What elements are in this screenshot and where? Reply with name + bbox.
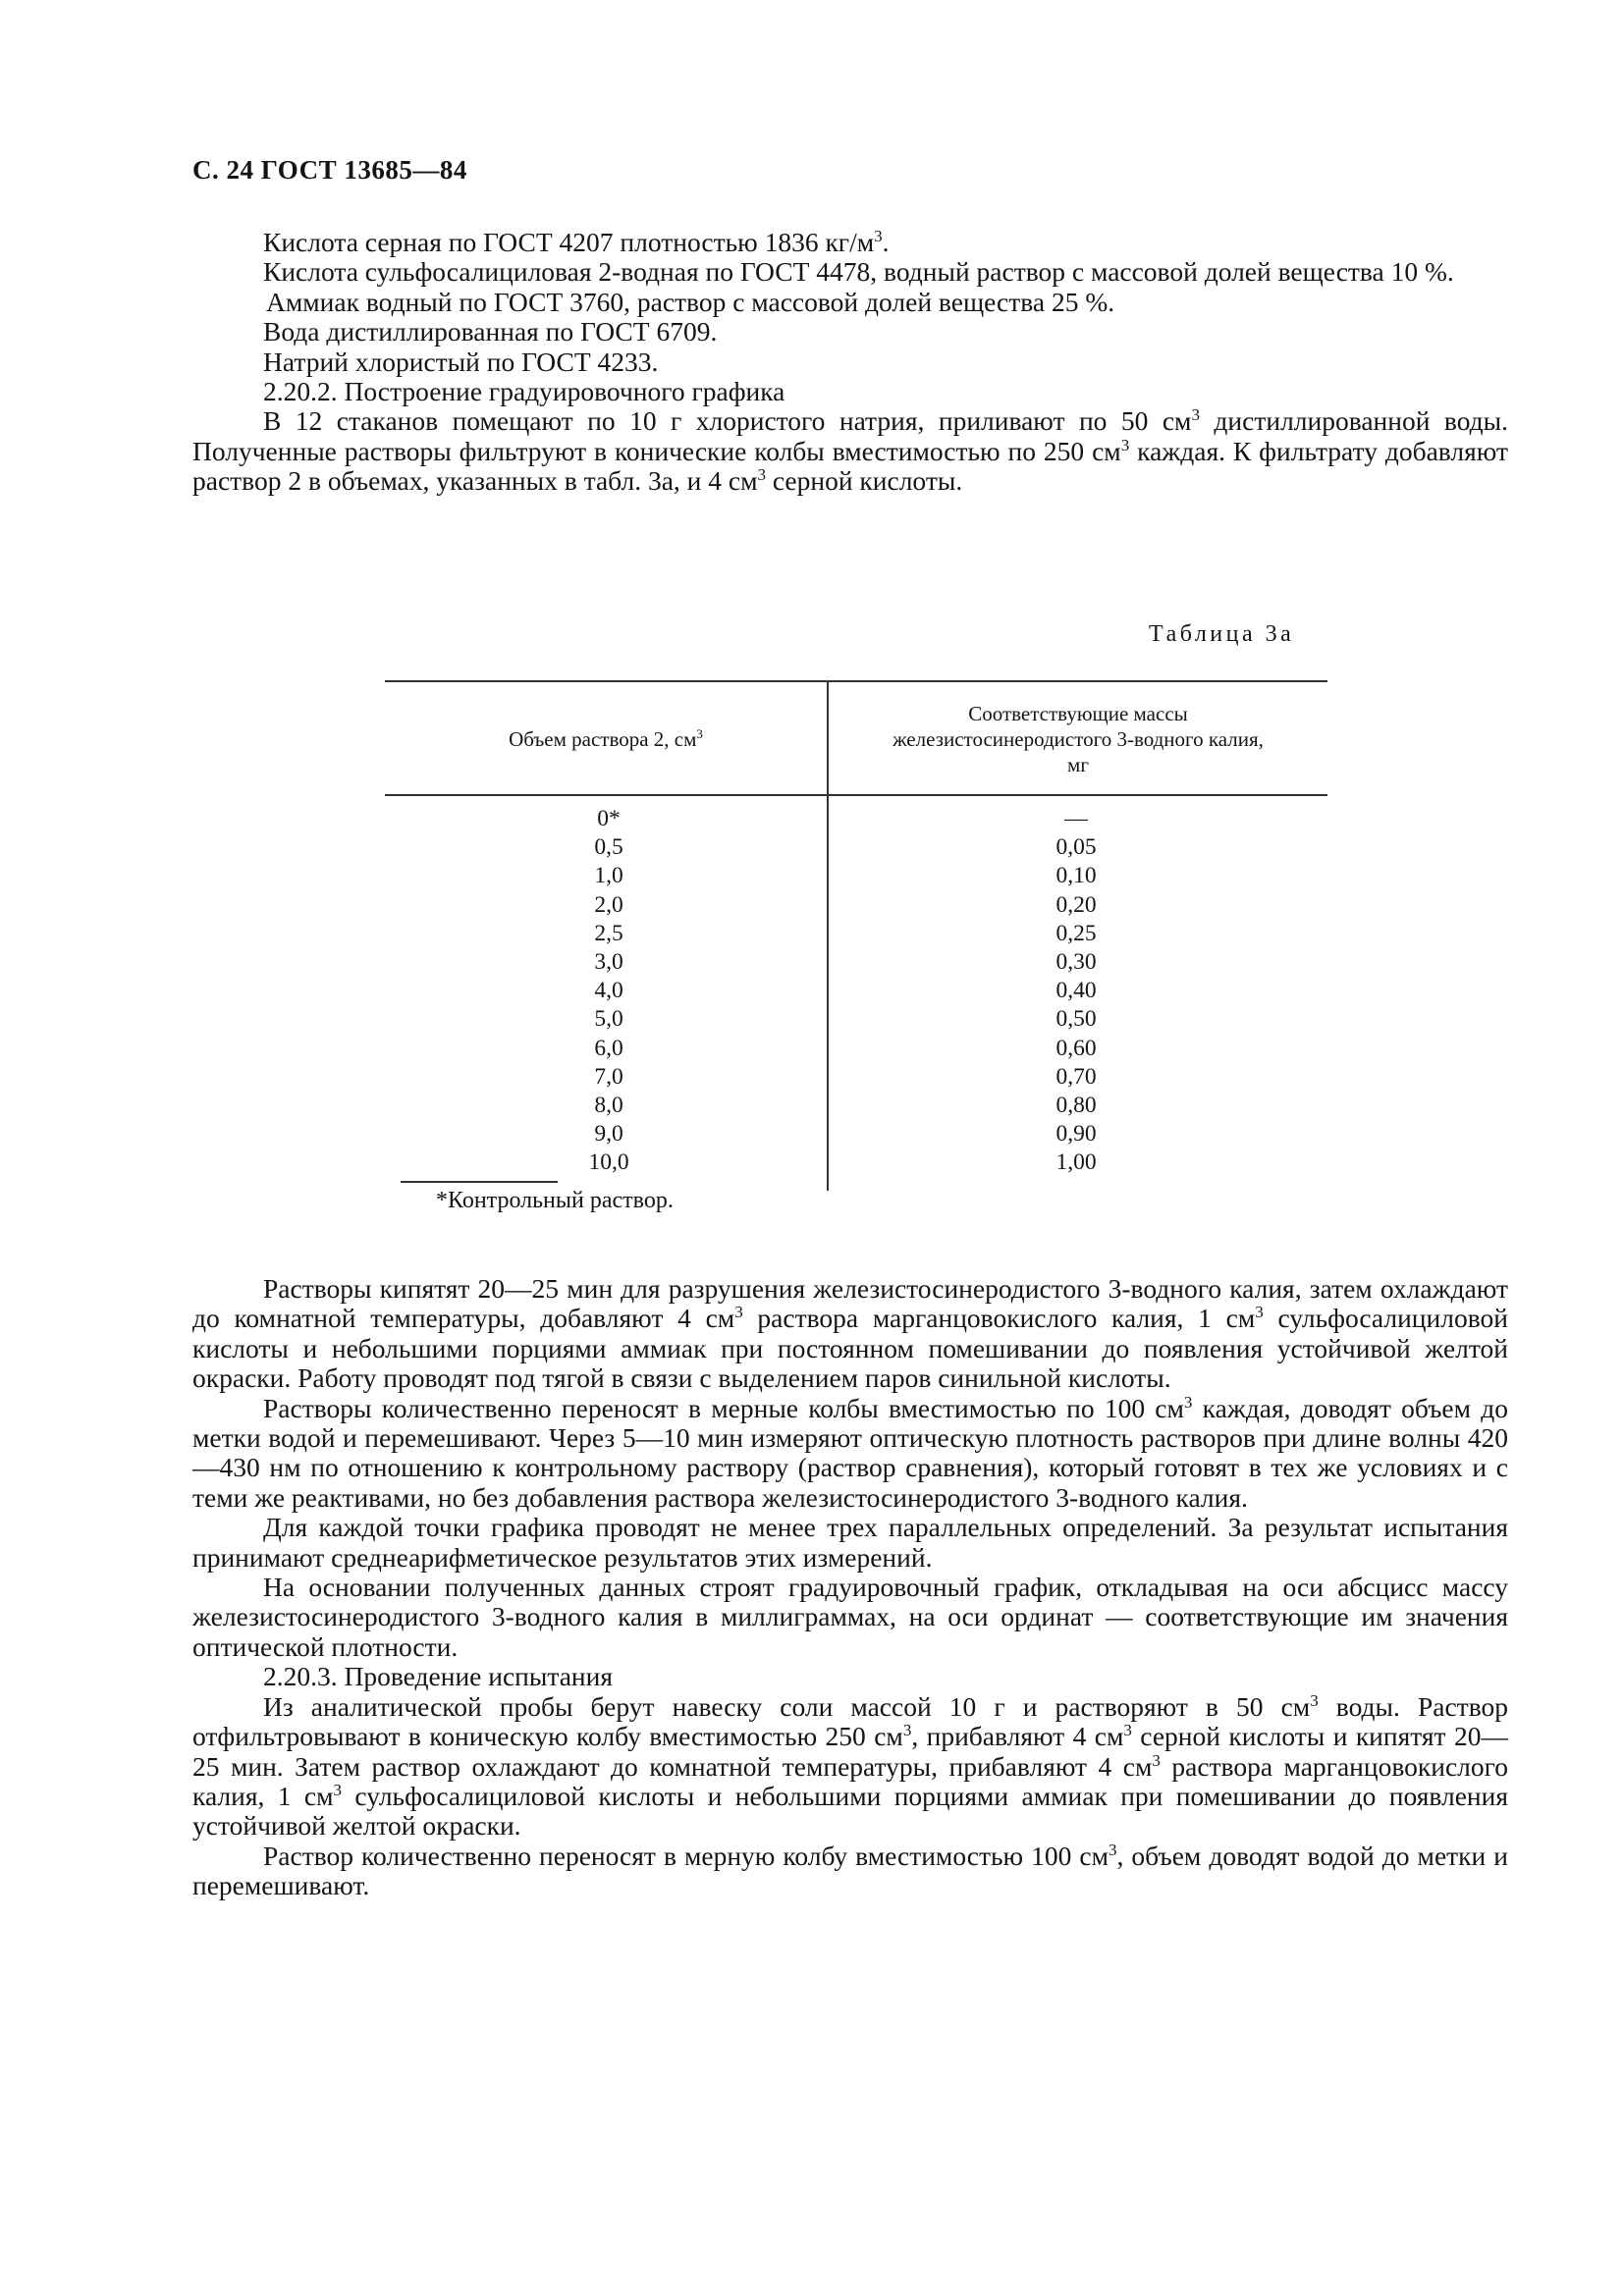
table-footnote: *Контрольный раствор. [436,1188,674,1213]
body-paragraph-boiling: Растворы кипятят 20—25 мин для разрушения железистосинеродистого 3-водного калия, затем охлаждают до комнатной температуры, добавляют 4 $см^3$ раствора марганцовокислого калия, 1 $см^3$ сульфосалициловой кислоты и небольшими порциями аммиак при постоянном помешивании до появления устойчивой желтой окраски. Работу проводят под тягой в связи с выделением паров синильной кислоты. [192,1273,1508,1394]
table-cell-volume: 0* [597,806,621,831]
table-cell-mass: — [1064,806,1088,831]
reagent-sulfosalicylic-acid: Кислота сульфосалициловая 2-водная по ГОСТ 4478, водный раствор с массовой долей вещества 10 %. [263,256,1454,288]
table-header-mass-line1: Соответствующие массы [968,702,1188,725]
table-top-rule [385,680,1327,682]
table-cell-mass: 0,25 [1055,920,1097,946]
table-cell-volume: 5,0 [594,1006,623,1033]
table-cell-volume: 4,0 [594,978,623,1004]
page-header: С. 24 ГОСТ 13685—84 [192,155,467,185]
table-cell-volume: 1,0 [594,863,623,889]
table-cell-mass: 0,20 [1055,891,1097,918]
table-cell-volume: 2,5 [594,920,623,946]
reagent-sulfuric-acid: Кислота серная по ГОСТ 4207 плотностью 1836 $кг/м^3$. [263,226,890,257]
table-cell-volume: 8,0 [594,1092,623,1118]
body-paragraph-transfer: Растворы количественно переносят в мерные колбы вместимостью по 100 $см^3$ каждая, доводят объем до метки водой и перемешивают. Через 5—10 мин измеряют оптическую плотность растворов при длине волны 420—430 нм по отношению к контрольному раствору (раствор сравнения), который готовят в тех же условиях и с теми же реактивами, но без добавления раствора железистосинеродистого 3-водного калия. [192,1392,1509,1513]
table-cell-mass: 0,80 [1055,1092,1097,1118]
table-header-mass-line3: мг [1067,753,1089,776]
table-cell-volume: 3,0 [594,948,623,975]
body-paragraph-parallel: Для каждой точки графика проводят не менее трех параллельных определений. За результат испытания принимают среднеарифметическое результатов этих измерений. [192,1512,1508,1573]
table-cell-mass: 0,50 [1055,1006,1097,1033]
reagent-ammonia: Аммиак водный по ГОСТ 3760, раствор с массовой долей вещества 25 %. [266,286,1115,317]
reagents-block [192,228,1508,497]
reagent-sodium-chloride: Натрий хлористый по ГОСТ 4233. [263,346,659,377]
table-cell-mass: 0,05 [1055,834,1097,861]
table-cell-mass: 0,10 [1055,863,1097,889]
table-cell-volume: 2,0 [594,891,623,918]
table-cell-mass: 0,60 [1055,1035,1097,1061]
body-paragraph-final: Раствор количественно переносят в мерную колбу вместимостью 100 $см^3$, объем доводят водой до метки и перемешивают. [192,1840,1508,1901]
body-block [192,1274,1508,1901]
table-cell-mass: 0,40 [1055,978,1097,1004]
body-paragraph-test: Из аналитической пробы берут навеску соли массой 10 г и растворяют в 50 $см^3$ воды. Раствор отфильтровывают в коническую колбу вместимостью 250 $см^3$, прибавляют 4 $см^3$ серной кислоты и кипятят 20—25 мин. Затем раствор охлаждают до комнатной температуры, прибавляют 4 $см^3$ раствора марганцовокислого калия, 1 $см^3$ сульфосалициловой кислоты и небольшими порциями аммиак при помешивании до появления устойчивой желтой окраски. [192,1690,1508,1842]
table-cell-mass: 0,90 [1055,1121,1097,1148]
table-volume-column [511,805,707,1177]
table-header-rule [385,794,1327,796]
table-header-mass [829,701,1327,777]
reagent-water: Вода дистиллированная по ГОСТ 6709. [263,316,718,347]
table-cell-volume: 6,0 [594,1035,623,1061]
table-mass-column [978,805,1174,1177]
body-paragraph-graph: На основании полученных данных строят градуировочный график, откладывая на оси абсцисс массу железистосинеродистого 3-водного калия в миллиграммах, на оси ординат — соответствующие им значения оптической плотности. [192,1572,1508,1662]
table-cell-volume: 0,5 [594,834,623,861]
section-heading-2-20-3: 2.20.3. Проведение испытания [263,1661,613,1692]
procedure-paragraph: В 12 стаканов помещают по 10 г хлористого натрия, приливают по 50 $см^3$ дистиллированной воды. Полученные растворы фильтруют в конические колбы вместимостью по 250 $см^3$ каждая. К фильтрату добавляют раствор 2 в объемах, указанных в табл. 3а, и 4 $см^3$ серной кислоты. [192,405,1509,497]
section-heading-2-20-2: 2.20.2. Построение градуировочного графика [263,376,785,407]
table-cell-mass: 0,30 [1055,948,1097,975]
table-cell-mass: 1,00 [1055,1149,1097,1176]
table-cell-volume: 9,0 [594,1121,623,1148]
table-caption: Таблица 3а [1149,621,1295,647]
footnote-rule [401,1181,558,1183]
table-cell-volume: 7,0 [594,1063,623,1090]
table-cell-mass: 0,70 [1055,1063,1097,1090]
table-header-volume: Объем раствора 2, $см^3$ [509,726,703,751]
table-header-mass-line2: железистосинеродистого 3-водного калия, [893,727,1264,751]
table-cell-volume: 10,0 [588,1149,629,1176]
